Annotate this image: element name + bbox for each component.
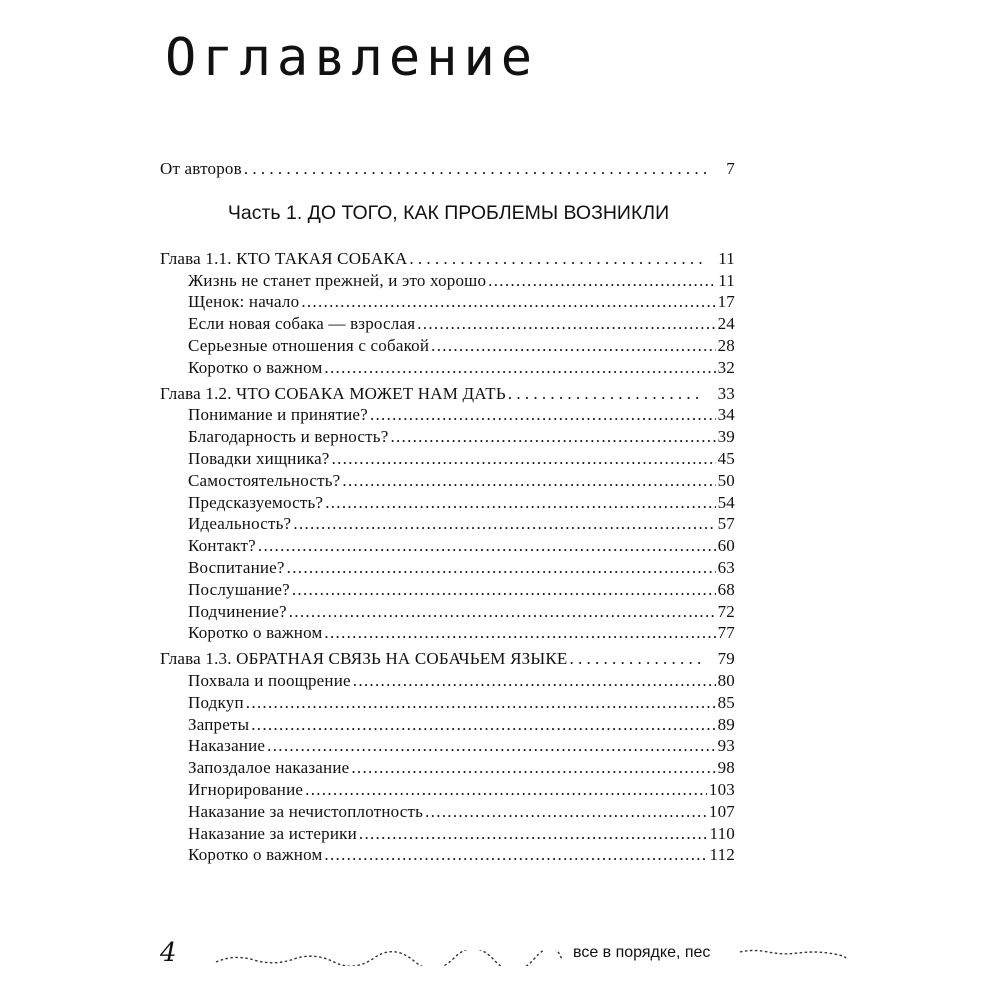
- toc-section-label: Запоздалое наказание: [188, 758, 350, 778]
- dot-leader: [287, 557, 716, 579]
- toc-section-page: 60: [717, 536, 735, 556]
- dot-leader: [409, 248, 702, 270]
- toc-section-label: Коротко о важном: [188, 357, 323, 377]
- dot-leader: [417, 313, 715, 335]
- dot-leader: [425, 801, 707, 823]
- toc-section[interactable]: [160, 757, 735, 779]
- toc-section-page: 112: [709, 845, 735, 865]
- running-title: все в порядке, пес: [573, 944, 711, 961]
- dot-leader: [267, 735, 715, 757]
- page-number: 4: [160, 938, 177, 968]
- toc-section[interactable]: [160, 823, 735, 845]
- dot-leader: [488, 270, 716, 292]
- toc-section[interactable]: [160, 470, 735, 492]
- toc-section-page: 50: [717, 470, 735, 490]
- toc-entry-page: 7: [726, 159, 735, 178]
- toc-section-page: 72: [717, 601, 735, 621]
- toc-section-label: Наказание: [188, 736, 266, 756]
- dot-leader: [370, 404, 716, 426]
- toc-section-page: 11: [718, 270, 735, 290]
- footer-wavy-line-right: [738, 946, 848, 960]
- toc-chapter-page: 33: [717, 383, 735, 403]
- toc-section-label: Запреты: [188, 714, 250, 734]
- toc-section[interactable]: [160, 714, 735, 736]
- toc-section[interactable]: [160, 557, 735, 579]
- toc-section-page: 80: [717, 670, 735, 690]
- toc-section-label: Идеальность?: [188, 514, 292, 534]
- toc-section[interactable]: [160, 779, 735, 801]
- dot-leader: [359, 823, 708, 845]
- toc-section[interactable]: [160, 692, 735, 714]
- toc-section[interactable]: [160, 291, 735, 313]
- toc-section[interactable]: [160, 579, 735, 601]
- page-title: Оглавление: [165, 28, 539, 88]
- dot-leader: [325, 492, 715, 514]
- toc-section-label: Подчинение?: [188, 601, 287, 621]
- toc-chapter-page: 11: [718, 248, 735, 268]
- toc-section-label: Коротко о важном: [188, 845, 323, 865]
- dot-leader: [301, 291, 715, 313]
- toc-section-label: Самостоятельность?: [188, 470, 341, 490]
- table-of-contents: [160, 158, 735, 866]
- toc-chapter[interactable]: [160, 648, 735, 670]
- dot-leader: [569, 648, 701, 670]
- toc-section-page: 54: [717, 492, 735, 512]
- toc-section[interactable]: [160, 801, 735, 823]
- toc-chapter[interactable]: [160, 248, 735, 270]
- dot-leader: [246, 692, 716, 714]
- dot-leader: [293, 513, 715, 535]
- dot-leader: [251, 714, 715, 736]
- toc-section-label: Благодарность и верность?: [188, 427, 389, 447]
- toc-chapter-label: Глава 1.1. КТО ТАКАЯ СОБАКА: [160, 248, 408, 268]
- toc-section[interactable]: [160, 404, 735, 426]
- dot-leader: [324, 844, 707, 866]
- toc-section-label: Повадки хищника?: [188, 448, 330, 468]
- toc-section-label: Наказание за нечистоплотность: [188, 801, 424, 821]
- part-heading: Часть 1. ДО ТОГО, КАК ПРОБЛЕМЫ ВОЗНИКЛИ: [227, 201, 670, 224]
- toc-section[interactable]: [160, 492, 735, 514]
- toc-section-label: Похвала и поощрение: [188, 670, 351, 690]
- toc-section-page: 103: [708, 779, 735, 799]
- toc-section-page: 28: [717, 335, 735, 355]
- footer-wavy-line-left: [214, 950, 564, 966]
- toc-section-page: 68: [717, 579, 735, 599]
- toc-section-page: 32: [717, 357, 735, 377]
- dot-leader: [324, 622, 715, 644]
- dot-leader: [431, 335, 715, 357]
- toc-section-page: 34: [717, 405, 735, 425]
- toc-section-label: Предсказуемость?: [188, 492, 324, 512]
- toc-section-label: Щенок: начало: [188, 292, 300, 312]
- toc-section-page: 107: [708, 801, 735, 821]
- toc-section[interactable]: [160, 335, 735, 357]
- toc-section-label: Понимание и принятие?: [188, 405, 368, 425]
- dot-leader: [508, 383, 702, 405]
- toc-section[interactable]: [160, 535, 735, 557]
- toc-section-label: Контакт?: [188, 536, 256, 556]
- dot-leader: [332, 448, 716, 470]
- toc-section-page: 110: [709, 823, 735, 843]
- toc-section-label: Послушание?: [188, 579, 290, 599]
- toc-section-label: Если новая собака — взрослая: [188, 314, 416, 334]
- toc-section-label: Игнорирование: [188, 779, 304, 799]
- dot-leader: [353, 670, 716, 692]
- dot-leader: [289, 601, 716, 623]
- toc-section-page: 17: [717, 292, 735, 312]
- toc-section-page: 77: [717, 623, 735, 643]
- toc-section-label: Воспитание?: [188, 557, 285, 577]
- toc-section-page: 24: [717, 314, 735, 334]
- toc-section-page: 39: [717, 427, 735, 447]
- toc-section[interactable]: [160, 426, 735, 448]
- toc-section[interactable]: [160, 601, 735, 623]
- toc-section-label: Наказание за истерики: [188, 823, 357, 843]
- toc-chapter[interactable]: [160, 383, 735, 405]
- toc-chapter-page: 79: [717, 649, 735, 669]
- dot-leader: [244, 158, 710, 180]
- toc-chapter-label: Глава 1.2. ЧТО СОБАКА МОЖЕТ НАМ ДАТЬ: [160, 383, 506, 403]
- toc-entry-intro[interactable]: [160, 158, 735, 180]
- toc-section-label: Подкуп: [188, 692, 244, 712]
- toc-section[interactable]: [160, 670, 735, 692]
- toc-entry-label: От авторов: [160, 159, 242, 178]
- chapter-list: [160, 248, 735, 866]
- toc-section-page: 93: [717, 736, 735, 756]
- toc-section[interactable]: [160, 313, 735, 335]
- toc-section-page: 45: [717, 448, 735, 468]
- toc-section-page: 57: [717, 514, 735, 534]
- toc-section[interactable]: [160, 622, 735, 644]
- dot-leader: [342, 470, 715, 492]
- toc-section-label: Жизнь не станет прежней, и это хорошо: [188, 270, 487, 290]
- dot-leader: [390, 426, 715, 448]
- toc-chapter-label: Глава 1.3. ОБРАТНАЯ СВЯЗЬ НА СОБАЧЬЕМ ЯЗЫКЕ: [160, 649, 568, 669]
- dot-leader: [305, 779, 707, 801]
- toc-section[interactable]: [160, 357, 735, 379]
- dot-leader: [292, 579, 716, 601]
- toc-section-page: 89: [717, 714, 735, 734]
- dot-leader: [258, 535, 716, 557]
- toc-section[interactable]: [160, 448, 735, 470]
- toc-section[interactable]: [160, 844, 735, 866]
- toc-section[interactable]: [160, 513, 735, 535]
- dot-leader: [351, 757, 715, 779]
- toc-section[interactable]: [160, 270, 735, 292]
- toc-section-label: Серьезные отношения с собакой: [188, 335, 430, 355]
- toc-section-page: 85: [717, 692, 735, 712]
- toc-section-page: 63: [717, 557, 735, 577]
- toc-section[interactable]: [160, 735, 735, 757]
- dot-leader: [324, 357, 715, 379]
- toc-section-page: 98: [717, 758, 735, 778]
- toc-section-label: Коротко о важном: [188, 623, 323, 643]
